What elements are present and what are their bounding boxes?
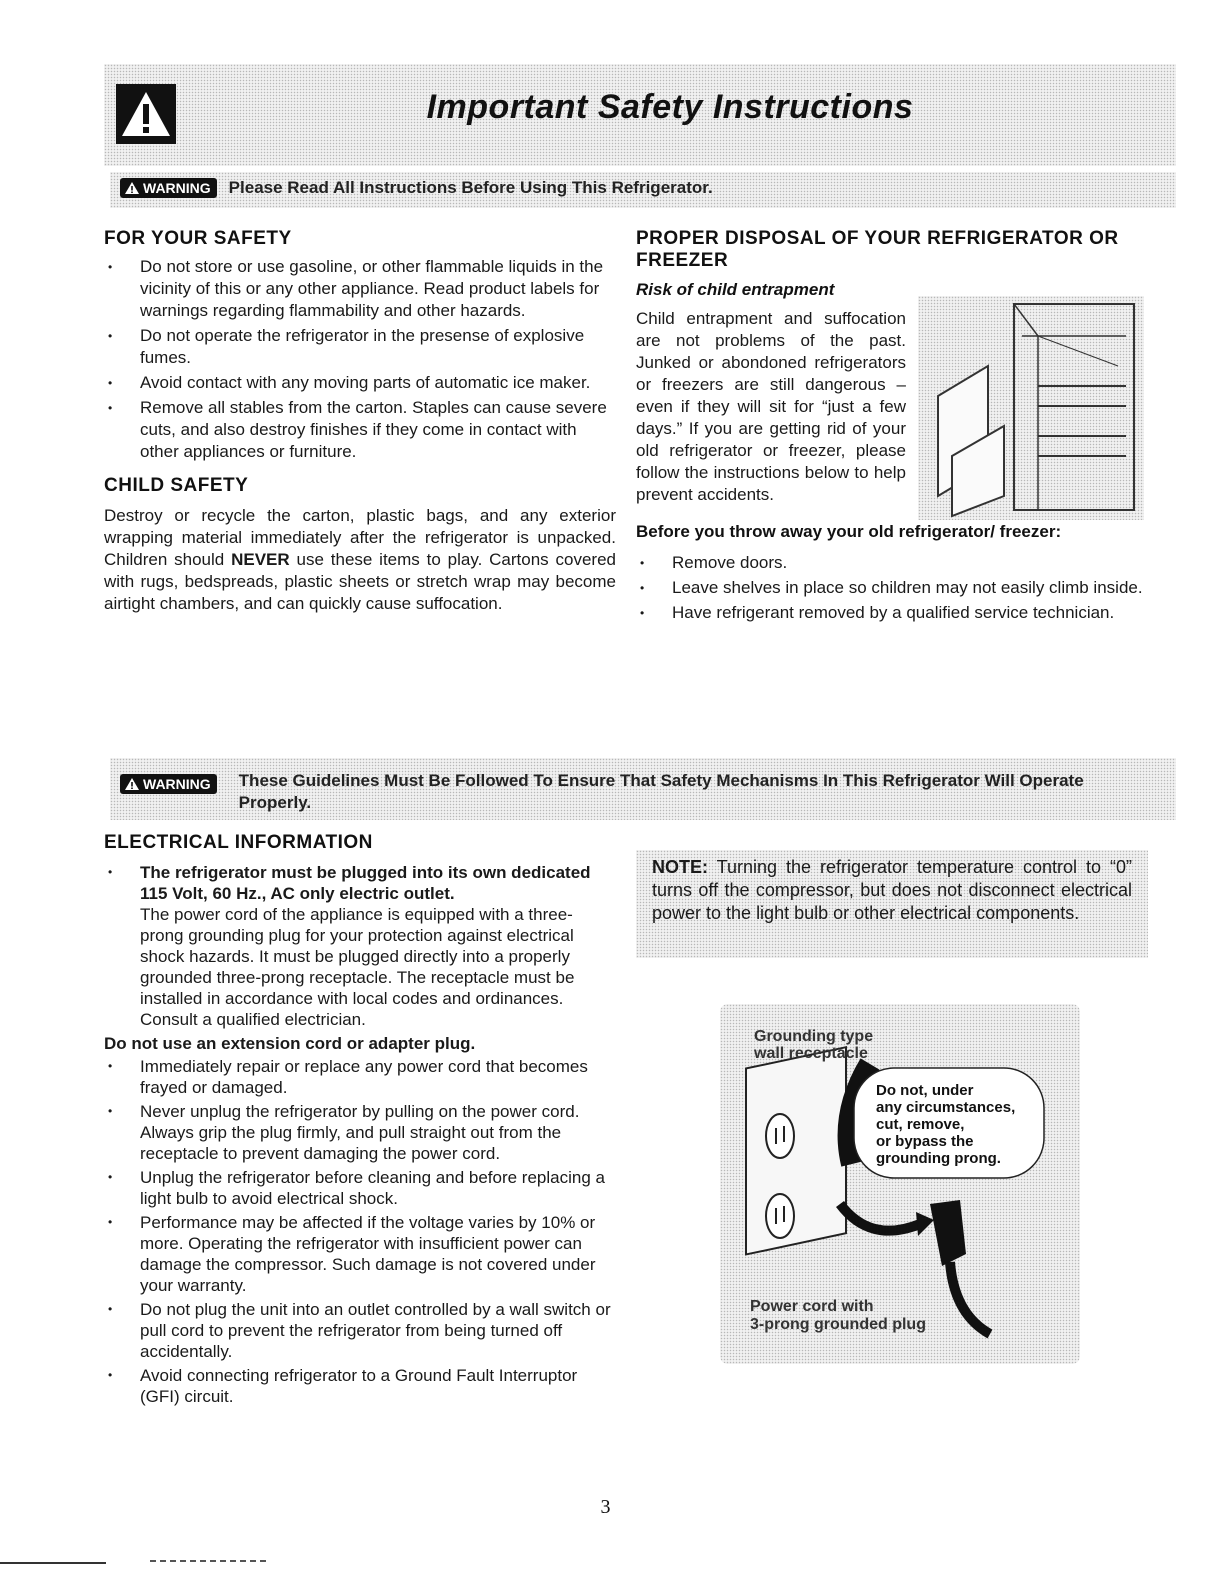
- statement-text: The power cord of the appliance is equipped with a three-prong grounding plug for your protection against electrical shock hazards. It must be plugged directly into a properly grounded three-prong receptacle. The receptacle must be installed in accordance with local codes and ordinances. Consult a qualified electrician.: [140, 905, 575, 1029]
- list-item: • Immediately repair or replace any power cord that becomes frayed or damaged.: [104, 1056, 616, 1098]
- scan-edge-marks: [150, 1560, 270, 1562]
- warning-badge: [120, 178, 217, 198]
- disposal-section: [636, 228, 1144, 627]
- warning-text: Please Read All Instructions Before Using This Refrigerator.: [228, 178, 713, 197]
- label-line: Grounding type: [754, 1028, 874, 1045]
- note-body: Turning the refrigerator temperature control to “0” turns off the compressor, but does not disconnect electrical power to the light bulb or other electrical components.: [652, 857, 1132, 923]
- warning-line-2: [120, 770, 1160, 814]
- cord-label: [750, 1298, 926, 1334]
- callout-line: grounding prong.: [876, 1150, 1001, 1167]
- list-item: • Do not plug the unit into an outlet controlled by a wall switch or pull cord to prevent the refrigerator from being turned off accidentally.: [104, 1299, 616, 1362]
- list-item: • Never unplug the refrigerator by pulling on the power cord. Always grip the plug firmly, and pull straight out from the receptacle to prevent damaging the power cord.: [104, 1101, 616, 1164]
- emphasis: NEVER: [231, 550, 290, 569]
- callout-line: any circumstances,: [876, 1099, 1016, 1116]
- list-item: • Avoid contact with any moving parts of automatic ice maker.: [104, 372, 616, 394]
- no-extension-heading: Do not use an extension cord or adapter plug.: [104, 1034, 476, 1053]
- warning-text: These Guidelines Must Be Followed To Ensure That Safety Mechanisms In This Refrigerator Will Operate Properly.: [238, 771, 1084, 812]
- note-text: [652, 856, 1132, 925]
- warning-icon: [124, 181, 140, 195]
- page-title: Important Safety Instructions: [426, 88, 914, 126]
- label-line: 3-prong grounded plug: [750, 1316, 926, 1333]
- list-item: • Remove doors.: [636, 552, 1144, 574]
- warning-badge: [120, 774, 217, 794]
- section-heading: ELECTRICAL INFORMATION: [104, 832, 373, 853]
- note-label: NOTE:: [652, 857, 708, 877]
- bold-statement: • The refrigerator must be plugged into its own dedicated 115 Volt, 60 Hz., AC only electric outlet.: [140, 863, 591, 903]
- electrical-section: [104, 832, 616, 1410]
- label-line: Power cord with: [750, 1298, 874, 1315]
- callout-line: Do not, under: [876, 1082, 974, 1099]
- list-item: • Performance may be affected if the voltage varies by 10% or more. Operating the refrigerator with insufficient power can damage the compressor. Such damage is not covered under your warranty.: [104, 1212, 616, 1296]
- list-item: [104, 862, 616, 1030]
- warning-label: WARNING: [143, 776, 211, 792]
- callout-line: or bypass the: [876, 1133, 974, 1150]
- disposal-text: Child entrapment and suffocation are not problems of the past. Junked or abondoned refrigerators or freezers are still dangerous – even if they will sit for “just a few days.” If you are getting rid of your old refrigerator or freezer, please follow the instructions below to help prevent accidents.: [636, 309, 906, 504]
- callout-text: [876, 1082, 1015, 1167]
- list-item: • Remove all stables from the carton. Staples can cause severe cuts, and also destroy finishes if they come in contact with other appliances or furniture.: [104, 397, 616, 463]
- label-line: wall receptacle: [754, 1045, 868, 1062]
- subheading: Risk of child entrapment: [636, 280, 835, 299]
- text-span: use these items to play. Cartons covered with rugs, bedspreads, plastic sheets or stretch wrap may become airtight chambers, and can quickly cause suffocation.: [104, 550, 616, 613]
- section-heading: FOR YOUR SAFETY: [104, 228, 292, 249]
- warning-label: WARNING: [143, 180, 211, 196]
- before-heading: Before you throw away your old refrigerator/ freezer:: [636, 522, 1062, 541]
- page-number: 3: [600, 1496, 611, 1518]
- disposal-list: [636, 552, 1144, 624]
- electrical-list: [104, 1056, 616, 1407]
- list-item: • Unplug the refrigerator before cleaning and before replacing a light bulb to avoid electrical shock.: [104, 1167, 616, 1209]
- list-item: • Leave shelves in place so children may not easily climb inside.: [636, 577, 1144, 599]
- section-heading: CHILD SAFETY: [104, 475, 249, 496]
- list-item: • Do not store or use gasoline, or other flammable liquids in the vicinity of this or any other appliance. Read product labels for warnings regarding flammability and other hazards.: [104, 256, 616, 322]
- warning-line: [120, 178, 713, 198]
- warning-icon: [124, 777, 140, 791]
- warning-triangle-icon: [116, 84, 176, 144]
- safety-list: [104, 256, 616, 463]
- for-your-safety-section: [104, 228, 616, 615]
- list-item: • Do not operate the refrigerator in the presense of explosive fumes.: [104, 325, 616, 369]
- callout-line: cut, remove,: [876, 1116, 965, 1133]
- receptacle-label: [754, 1028, 873, 1062]
- grounding-illustration: [720, 1004, 1080, 1364]
- electrical-first: [104, 862, 616, 1030]
- child-safety-text: [104, 505, 616, 615]
- list-item: • Avoid connecting refrigerator to a Ground Fault Interruptor (GFI) circuit.: [104, 1365, 616, 1407]
- text-span: Destroy or recycle the carton, plastic bags, and any exterior wrapping material immediately after the refrigerator is unpacked. Children should: [104, 506, 616, 569]
- refrigerator-illustration: [918, 296, 1144, 520]
- section-heading: PROPER DISPOSAL OF YOUR REFRIGERATOR OR FREEZER: [636, 228, 1119, 271]
- disposal-body: [636, 308, 1144, 506]
- scan-edge-line: [0, 1562, 106, 1564]
- list-item: • Have refrigerant removed by a qualified service technician.: [636, 602, 1144, 624]
